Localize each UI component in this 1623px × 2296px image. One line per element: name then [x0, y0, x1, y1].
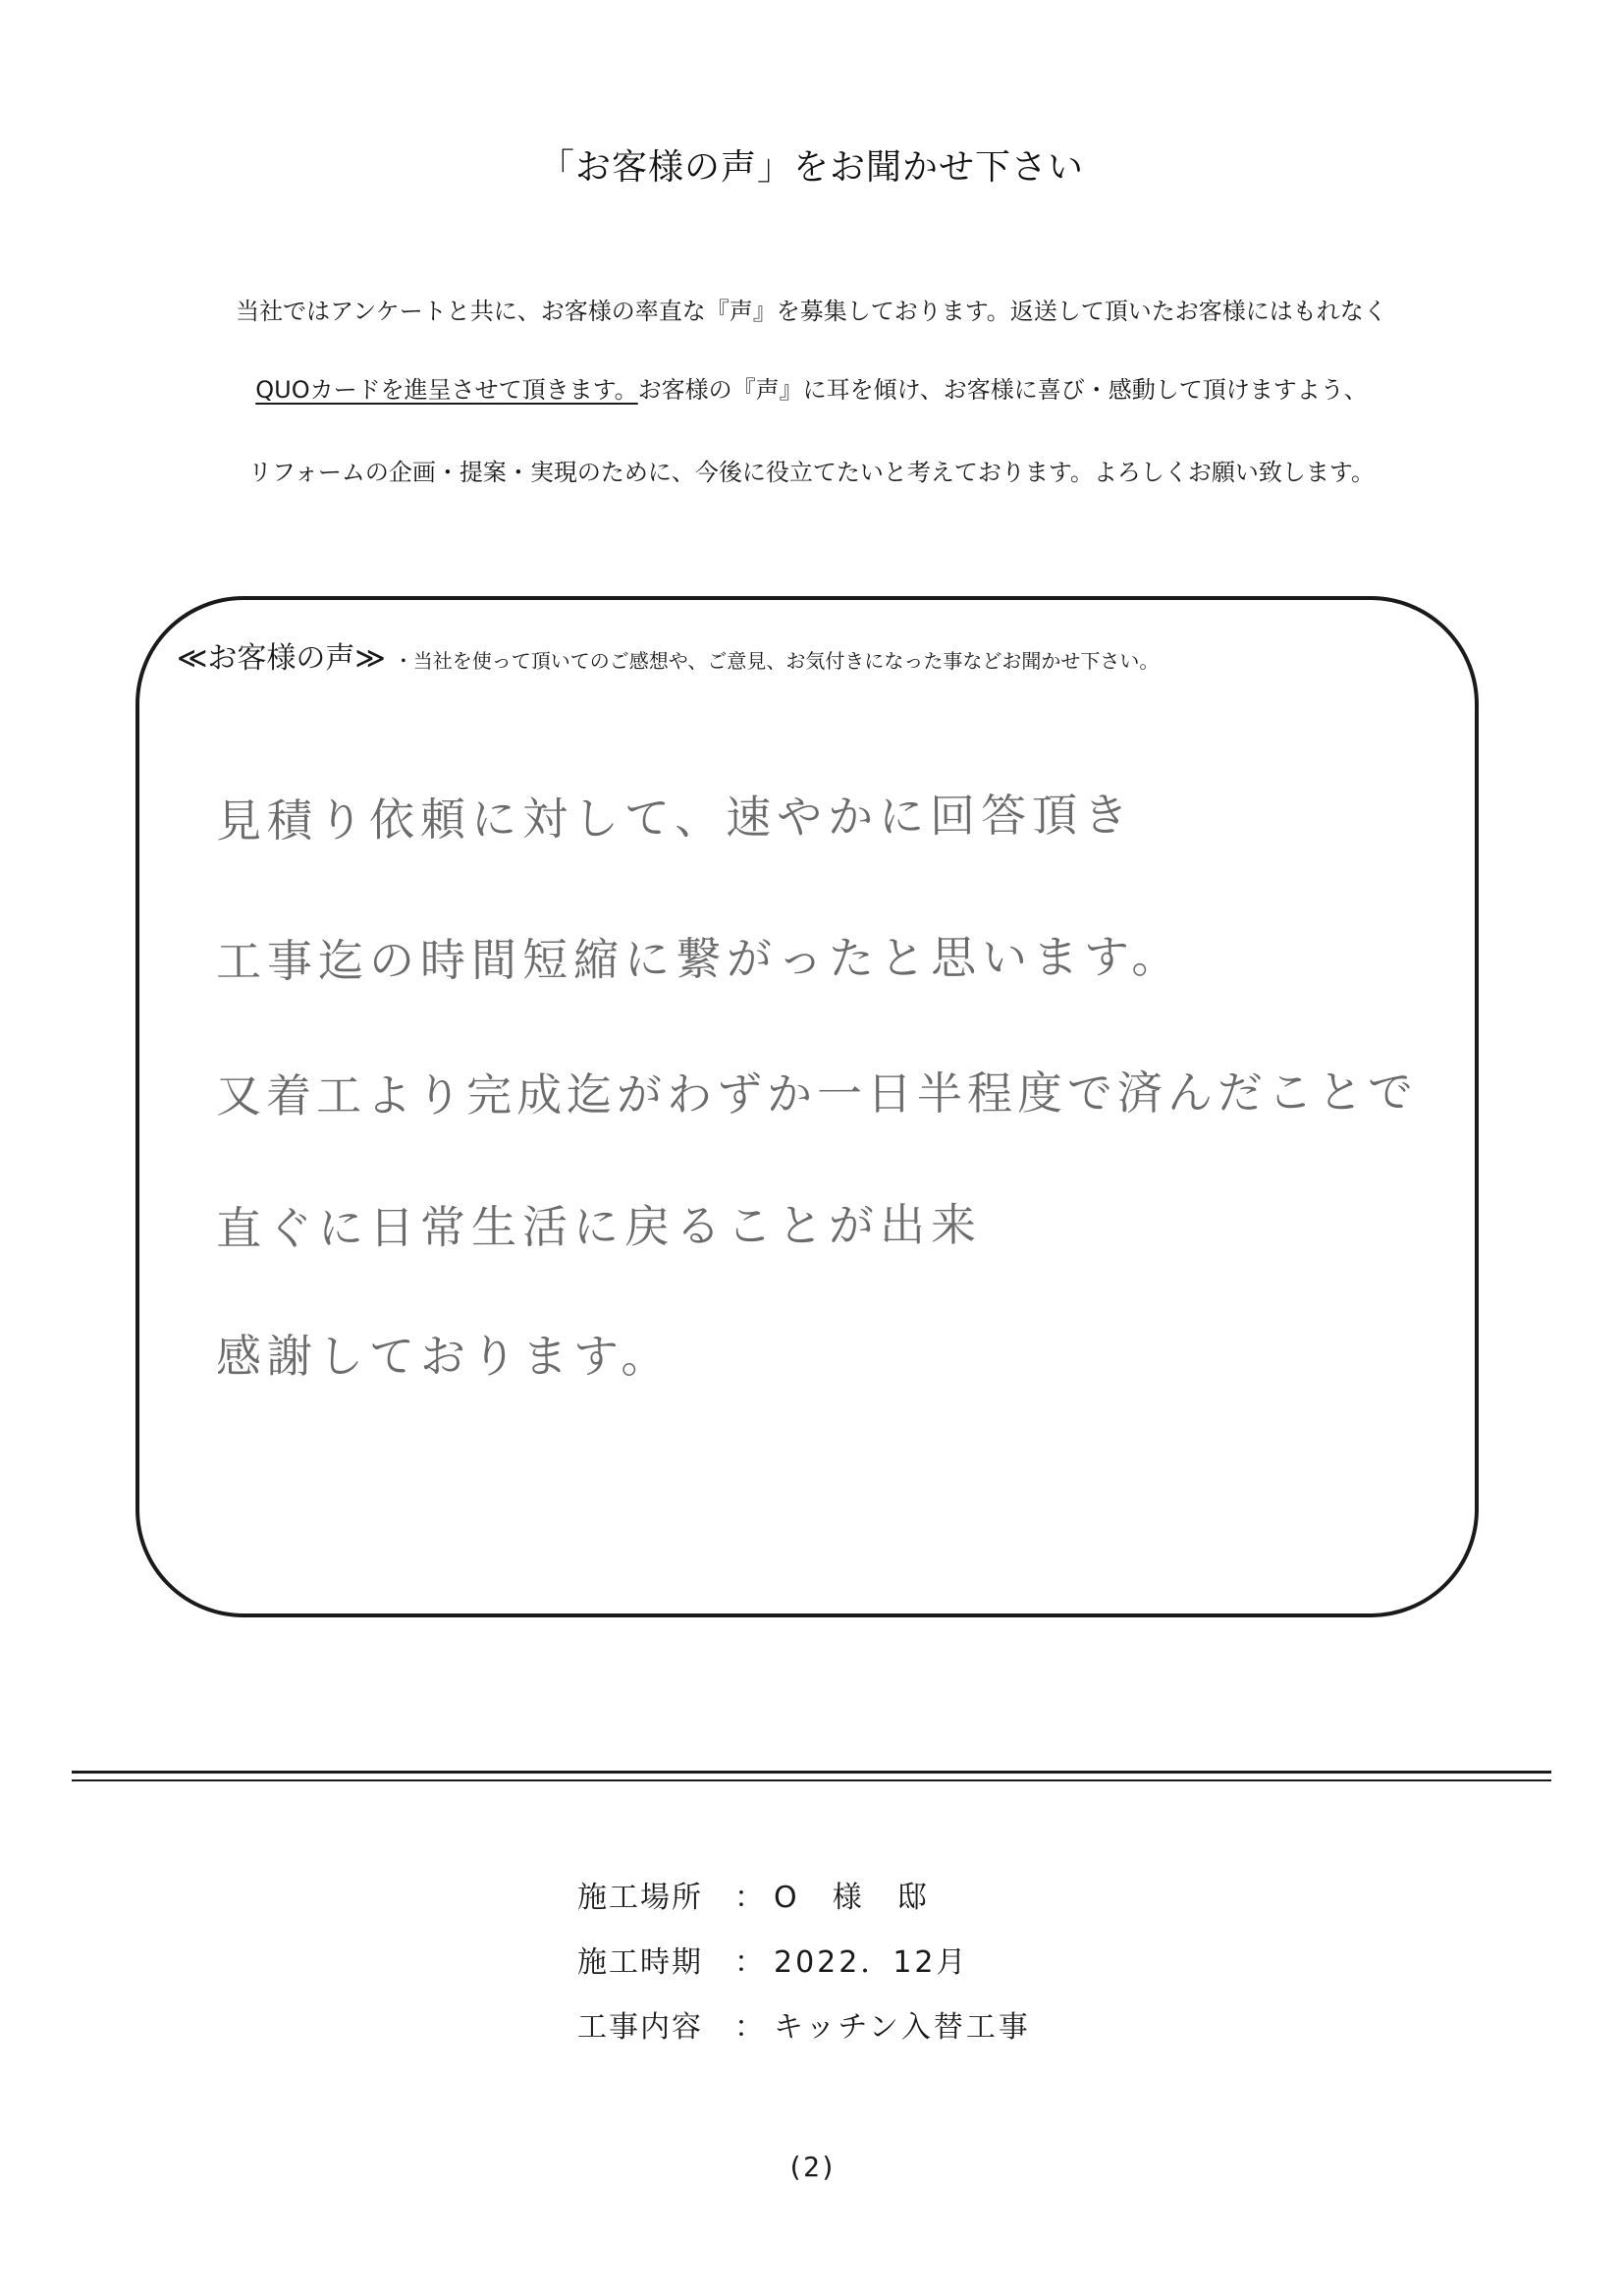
detail-row-location: [577, 1866, 1031, 1931]
handwritten-line-5: 感謝しております。: [216, 1330, 673, 1383]
intro-line-2: [0, 370, 1623, 405]
location-label: 施工場所: [577, 1881, 703, 1915]
divider-line-bottom: [72, 1779, 1551, 1781]
content-value: キッチン入替工事: [774, 2010, 1031, 2045]
quo-card-note: QUOカードを進呈させて頂きます。: [255, 376, 638, 404]
customer-voice-header: [177, 633, 1159, 677]
location-value: O 様 邸: [774, 1881, 930, 1915]
handwritten-line-3: 又着工より完成迄がわずか一日半程度で済んだことで: [215, 1065, 1419, 1122]
period-value: 2022．12月: [774, 1945, 969, 1980]
period-separator: ：: [734, 1945, 764, 1980]
detail-row-content: [577, 1995, 1031, 2060]
page-number: (2): [786, 2151, 837, 2183]
customer-voice-label: ≪お客様の声≫: [177, 641, 386, 676]
period-label: 施工時期: [577, 1945, 703, 1980]
content-label: 工事内容: [577, 2010, 703, 2045]
divider-line-top: [72, 1771, 1551, 1774]
location-separator: ：: [734, 1881, 764, 1915]
intro-line-2-rest: お客様の『声』に耳を傾け、お客様に喜び・感動して頂けますよう、: [637, 376, 1368, 404]
intro-line-3: リフォームの企画・提案・実現のために、今後に役立てたいと考えております。よろしくお願い致します。: [248, 459, 1375, 486]
detail-row-period: [577, 1931, 1031, 1995]
content-separator: ：: [734, 2010, 764, 2045]
page-title: 「お客様の声」をお聞かせ下さい: [538, 147, 1084, 188]
handwritten-line-1: 見積り依頼に対して、速やかに回答頂き: [215, 788, 1135, 847]
construction-details: [577, 1866, 1031, 2060]
intro-line-1: 当社ではアンケートと共に、お客様の率直な『声』を募集しております。返送して頂いたお客様にはもれなく: [236, 298, 1387, 325]
customer-voice-prompt: ・当社を使って頂いてのご感想や、ご意見、お気付きになった事などお聞かせ下さい。: [393, 649, 1160, 673]
handwritten-line-2: 工事迄の時間短縮に繋がったと思います。: [215, 929, 1183, 988]
handwritten-line-4: 直ぐに日常生活に戻ることが出来: [215, 1197, 983, 1255]
